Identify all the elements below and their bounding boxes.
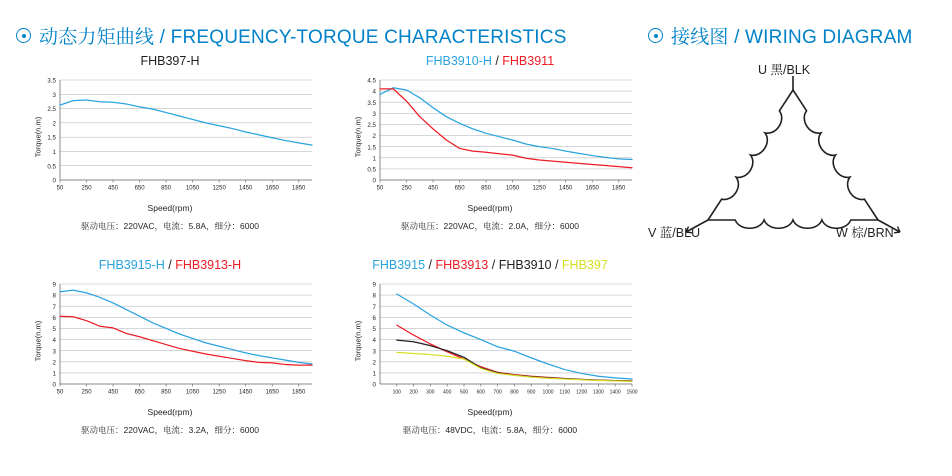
chart-title-part: FHB397 xyxy=(561,258,608,272)
chart-caption: 驱动电压：220VAC，电流：2.0A，细分：6000 xyxy=(401,221,579,231)
svg-text:1100: 1100 xyxy=(559,389,571,396)
bullet-icon xyxy=(16,28,31,43)
svg-text:1850: 1850 xyxy=(292,389,306,396)
chart-svg xyxy=(20,72,320,202)
chart-title xyxy=(340,258,640,272)
chart-caption: 驱动电压：220VAC，电流：3.2A，细分：6000 xyxy=(81,425,259,435)
svg-text:500: 500 xyxy=(459,389,469,396)
x-axis-label: Speed(rpm) xyxy=(147,203,193,213)
wiring-diagram xyxy=(648,60,938,250)
chart-title-part: FHB3910-H xyxy=(425,54,492,68)
svg-text:2: 2 xyxy=(372,359,376,367)
svg-text:4: 4 xyxy=(52,337,56,345)
svg-text:1300: 1300 xyxy=(592,389,604,396)
chart-svg xyxy=(20,276,320,406)
chart-caption: 驱动电压：220VAC，电流：5.8A，细分：6000 xyxy=(81,221,259,231)
svg-text:9: 9 xyxy=(372,281,376,289)
svg-text:3: 3 xyxy=(372,348,376,356)
svg-text:850: 850 xyxy=(161,389,172,396)
svg-text:1: 1 xyxy=(372,370,376,378)
y-axis-label: Torque(n.m) xyxy=(353,320,363,362)
chart-caption: 驱动电压：48VDC，电流：5.8A，细分：6000 xyxy=(402,425,578,435)
svg-text:0: 0 xyxy=(52,381,56,389)
svg-text:650: 650 xyxy=(134,389,145,396)
chart-block-fhb3915h-3913h xyxy=(20,258,320,436)
svg-text:650: 650 xyxy=(454,185,465,192)
y-axis-label: Torque(n.m) xyxy=(33,320,43,362)
x-axis-label: Speed(rpm) xyxy=(467,203,513,213)
chart-title-part: FHB3913 xyxy=(435,258,489,272)
svg-text:5: 5 xyxy=(372,326,376,334)
svg-text:1650: 1650 xyxy=(265,185,279,192)
svg-text:50: 50 xyxy=(56,185,64,192)
svg-text:50: 50 xyxy=(56,389,64,396)
svg-text:1.5: 1.5 xyxy=(367,144,376,152)
svg-text:450: 450 xyxy=(428,185,439,192)
chart-svg xyxy=(340,72,640,202)
svg-text:0.5: 0.5 xyxy=(367,166,376,174)
svg-text:1450: 1450 xyxy=(559,185,573,192)
svg-text:3.5: 3.5 xyxy=(367,99,376,107)
svg-text:0: 0 xyxy=(372,381,376,389)
svg-text:4: 4 xyxy=(372,337,376,345)
svg-text:2.5: 2.5 xyxy=(367,122,376,130)
wiring-svg xyxy=(648,60,938,250)
svg-text:1050: 1050 xyxy=(185,185,200,192)
svg-text:200: 200 xyxy=(409,389,418,396)
svg-text:3: 3 xyxy=(372,110,376,118)
svg-text:1650: 1650 xyxy=(265,389,279,396)
svg-text:1850: 1850 xyxy=(292,185,306,192)
svg-text:1050: 1050 xyxy=(505,185,520,192)
svg-text:1000: 1000 xyxy=(542,389,554,396)
section-header-wiring xyxy=(648,22,913,49)
svg-text:3: 3 xyxy=(52,348,56,356)
chart-title xyxy=(20,258,320,272)
chart-title-part: FHB3915 xyxy=(372,258,426,272)
svg-text:1200: 1200 xyxy=(576,389,588,396)
svg-text:2: 2 xyxy=(372,133,376,141)
svg-text:0: 0 xyxy=(52,177,56,185)
chart-block-fhb3910h-3911 xyxy=(340,54,640,232)
svg-text:900: 900 xyxy=(527,389,536,396)
svg-text:1: 1 xyxy=(52,149,56,157)
chart-title-part: FHB3913-H xyxy=(175,258,242,272)
wiring-label-w: W 棕/BRN xyxy=(836,226,894,240)
svg-text:700: 700 xyxy=(493,389,502,396)
section-header-right-label: 接线图 / WIRING DIAGRAM xyxy=(671,27,913,48)
chart-title-part: / xyxy=(488,258,499,272)
svg-text:1250: 1250 xyxy=(532,185,546,192)
section-header-torque-curves xyxy=(16,22,567,49)
wiring-label-v: V 蓝/BLU xyxy=(648,226,701,240)
svg-text:800: 800 xyxy=(510,389,519,396)
chart-title-part: / xyxy=(551,258,562,272)
svg-text:0: 0 xyxy=(372,177,376,185)
chart-title xyxy=(20,54,320,68)
chart-block-48vdc-family xyxy=(340,258,640,436)
chart-title-part: FHB397-H xyxy=(140,54,200,68)
chart-title-part: FHB3915-H xyxy=(98,258,165,272)
svg-text:250: 250 xyxy=(81,185,92,192)
chart-title-part: / xyxy=(491,54,503,68)
svg-text:1450: 1450 xyxy=(239,185,253,192)
x-axis-label: Speed(rpm) xyxy=(467,407,513,417)
bullet-icon xyxy=(648,28,663,43)
svg-text:2: 2 xyxy=(52,120,56,128)
svg-text:4: 4 xyxy=(372,88,376,96)
svg-text:1: 1 xyxy=(372,155,376,163)
svg-text:100: 100 xyxy=(392,389,401,396)
x-axis-label: Speed(rpm) xyxy=(147,407,193,417)
svg-text:8: 8 xyxy=(372,292,376,300)
svg-text:450: 450 xyxy=(108,389,119,396)
svg-text:1500: 1500 xyxy=(626,389,638,396)
svg-text:1850: 1850 xyxy=(612,185,626,192)
chart-title-part: FHB3910 xyxy=(498,258,552,272)
plot-area xyxy=(20,72,320,202)
chart-title-part: FHB3911 xyxy=(502,54,555,68)
svg-text:2: 2 xyxy=(52,359,56,367)
plot-area xyxy=(340,72,640,202)
svg-text:6: 6 xyxy=(52,314,56,322)
svg-text:1650: 1650 xyxy=(585,185,599,192)
svg-text:250: 250 xyxy=(81,389,92,396)
svg-text:3.5: 3.5 xyxy=(47,77,56,85)
svg-text:1400: 1400 xyxy=(609,389,621,396)
svg-text:850: 850 xyxy=(161,185,172,192)
svg-text:3: 3 xyxy=(52,91,56,99)
y-axis-label: Torque(n.m) xyxy=(33,116,43,158)
svg-text:1450: 1450 xyxy=(239,389,253,396)
svg-text:1250: 1250 xyxy=(212,185,226,192)
chart-title-part: / xyxy=(425,258,436,272)
svg-text:0.5: 0.5 xyxy=(47,163,56,171)
svg-text:250: 250 xyxy=(401,185,412,192)
svg-text:650: 650 xyxy=(134,185,145,192)
svg-text:5: 5 xyxy=(52,326,56,334)
svg-text:6: 6 xyxy=(372,314,376,322)
plot-area xyxy=(20,276,320,406)
svg-text:1250: 1250 xyxy=(212,389,226,396)
y-axis-label: Torque(n.m) xyxy=(353,116,363,158)
svg-text:4.5: 4.5 xyxy=(367,77,376,85)
wiring-label-u: U 黑/BLK xyxy=(758,63,811,77)
svg-text:400: 400 xyxy=(443,389,452,396)
svg-text:450: 450 xyxy=(108,185,119,192)
svg-text:8: 8 xyxy=(52,292,56,300)
svg-text:1.5: 1.5 xyxy=(47,134,56,142)
chart-block-fhb397h xyxy=(20,54,320,232)
svg-text:600: 600 xyxy=(476,389,485,396)
svg-text:2.5: 2.5 xyxy=(47,106,56,114)
svg-text:1050: 1050 xyxy=(185,389,200,396)
chart-svg xyxy=(340,276,640,406)
svg-text:850: 850 xyxy=(481,185,492,192)
section-header-left-label: 动态力矩曲线 / FREQUENCY-TORQUE CHARACTERISTICS xyxy=(39,27,567,48)
plot-area xyxy=(340,276,640,406)
svg-text:7: 7 xyxy=(52,303,56,311)
chart-title xyxy=(340,54,640,68)
svg-text:50: 50 xyxy=(376,185,384,192)
chart-title-part: / xyxy=(164,258,176,272)
svg-text:7: 7 xyxy=(372,303,376,311)
svg-text:300: 300 xyxy=(426,389,435,396)
svg-text:9: 9 xyxy=(52,281,56,289)
svg-text:1: 1 xyxy=(52,370,56,378)
